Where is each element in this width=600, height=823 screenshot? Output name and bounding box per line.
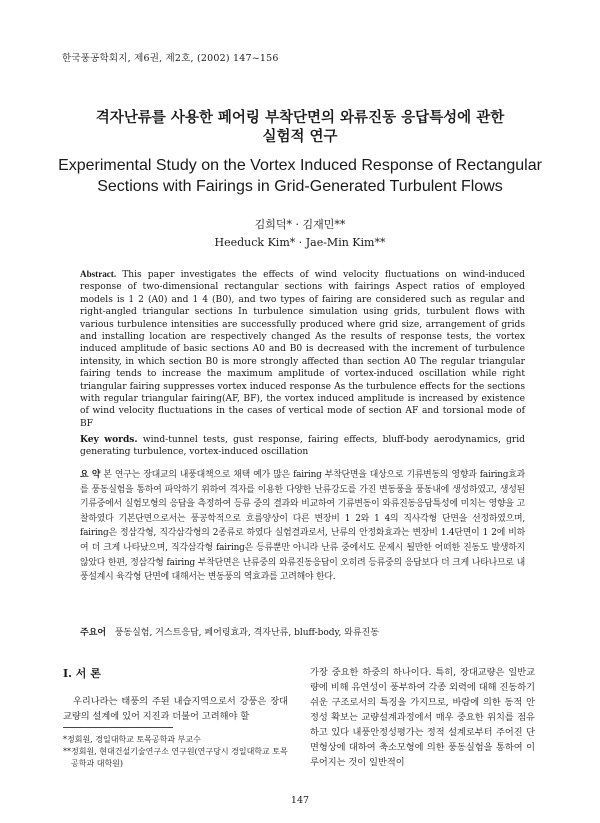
keywords-text: wind-tunnel tests, gust response, fairing effects, bluff-body aerodynamics, grid generating turbulence, vortex-induced oscillation (80, 435, 525, 458)
korean-summary (80, 468, 525, 585)
keywords-label: Key words. (80, 434, 138, 445)
footnotes (63, 734, 293, 770)
summary-label: 요 약 (80, 470, 101, 480)
footnote-1: *정회원, 경일대학교 토목공학과 부교수 (63, 735, 201, 744)
intro-left-column: 우리나라는 태풍의 주된 내습지역으로서 강풍은 장대교량의 설계에 있어 지진과 더불어 고려해야 할 (63, 696, 288, 722)
english-title-line2: Sections with Fairings in Grid-Generated Turbulent Flows (97, 178, 503, 195)
summary-text: 본 연구는 장대교의 내풍대책으로 채택 예가 많은 fairing 부착단면을 대상으로 기류변동의 영향과 fairing효과를 풍동실험을 통하여 파악하기 위하여 격자를 이용한 다양한 난류강도를 가진 변동풍을 풍동내에 생성하였고, 생성된 기류중에서 실험모형의 응답을 측정하여 등류 중의 결과와 비교하여 기류변동이 와류진동응답특성에 미치는 영향을 고찰하였다 기본단면으로서는 풍공학적으로 흐름양상이 다른 변장비 1 2와 1 4의 직사각형 단면을 선정하였으며, fairing은 정삼각형, 직각삼각형의 2종류로 하였다 실험결과로서, 난류의 안정화효과는 변장비 1.4단면이 1 2에 비하여 더 크게 나타났으며, 직각삼각형 fairing은 등류뿐만 아니라 난류 중에서도 문제시 될만한 어떠한 진동도 발생하지 않았다 한편, 정삼각형 fairing 부착단면은 난류중의 와류진동응답이 오히려 등류중의 응답보다 더 크게 나타나므로 내풍설계시 육각형 단면에 대해서는 변동풍의 역효과를 고려해야 한다. (80, 470, 526, 583)
authors-korean: 김희덕* · 김재민** (254, 218, 346, 231)
korean-title-line1: 격자난류를 사용한 페어링 부착단면의 와류진동 응답특성에 관한 (95, 109, 505, 126)
abstract-text: This paper investigates the effects of wind velocity fluctuations on wind-induced response of two-dimensional rectangular sections with fairings Aspect ratios of employed models is 1 2 (A0) and 1 4 (B0), and two types of fairing are considered such as regular and right-angled triangular sections In turbulence simulation using grids, turbulent flows with various turbulence intensities are successfully produced where grid size, arrangement of grids and installing location are respectively changed As the results of response tests, the vortex induced amplitude of basic sections A0 and B0 is decreased with the increment of turbulence intensity, in which section B0 is more strongly affected than section A0 The regular triangular fairing tends to increase the maximum amplitude of vortex-induced oscillation while right triangular fairing suppresses vortex induced response As the turbulence effects for the sections with regular triangular fairing(AF, BF), the vortex induced amplitude is increased by existence of wind velocity fluctuations in the cases of vertical mode of section AF and torsional mode of BF (80, 270, 525, 429)
authors-english: Heeduck Kim* · Jae-Min Kim** (214, 236, 386, 249)
korean-title (0, 108, 600, 146)
page-number: 147 (290, 795, 310, 806)
journal-citation: 한국풍공학회지, 제6권, 제2호, (2002) 147~156 (62, 53, 279, 64)
english-title-line1: Experimental Study on the Vortex Induced Response of Rectangular (58, 157, 542, 174)
korean-keywords-label: 주요어 (80, 628, 107, 638)
footnote-2: **정회원, 현대건설기술연구소 연구원(연구당시 경일대학교 토목공학과 대학원) (63, 747, 288, 768)
intro-right-column: 가장 중요한 하중의 하나이다. 특히, 장대교량은 일반교량에 비해 유연성이 풍부하여 각종 외력에 대해 진동하기 쉬운 구조로서의 특징을 가지므로, 바람에 의한 동적 안정성 확보는 교량설계과정에서 매우 중요한 위치를 점유하고 있다 내풍안정성평가는 정적 설계로부터 주어진 단면형상에 대하여 축소모형에 의한 풍동실험을 통하여 이루어지는 것이 일반적이 (310, 667, 535, 768)
abstract-label: Abstract. (80, 269, 117, 279)
korean-keywords-text: 풍동실험, 거스트응답, 페어링효과, 격자난류, bluff-body, 와류진동 (114, 628, 379, 638)
english-title (0, 155, 600, 197)
abstract (80, 268, 525, 430)
korean-title-line2: 실험적 연구 (262, 128, 338, 145)
keywords (80, 434, 525, 459)
section-heading-introduction: I. 서 론 (63, 667, 101, 680)
footnote-rule (63, 727, 173, 728)
korean-keywords (80, 625, 525, 638)
